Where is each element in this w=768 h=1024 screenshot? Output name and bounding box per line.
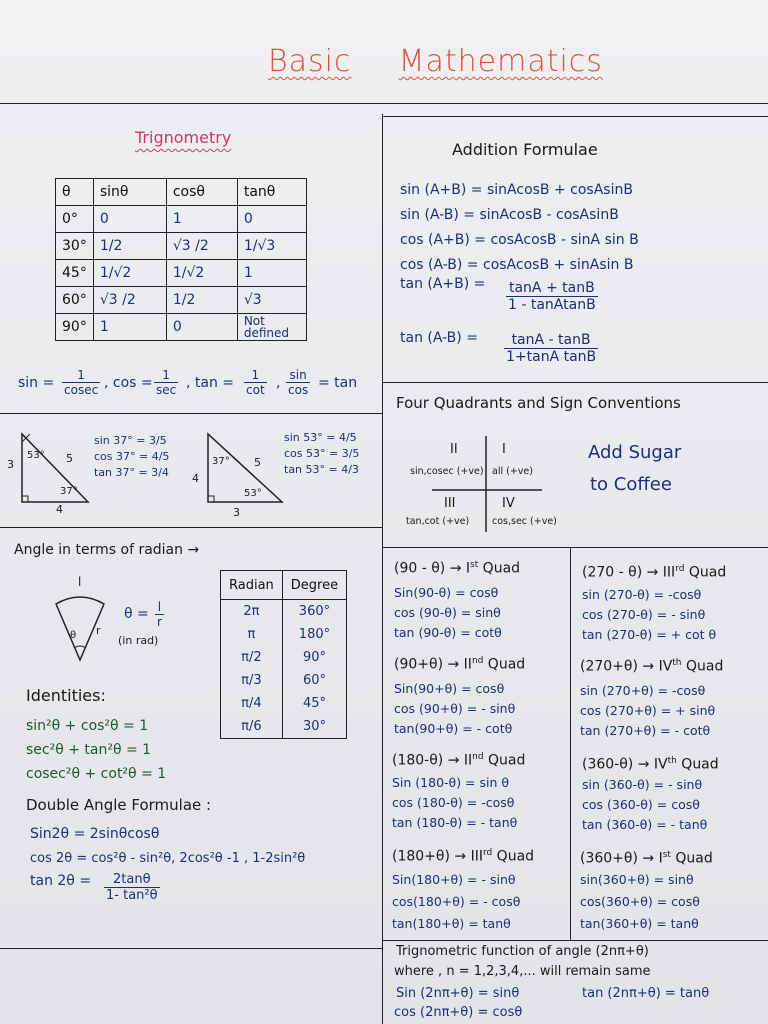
allied-formula: cos (360-θ) = cosθ	[582, 796, 700, 812]
table-row	[221, 600, 347, 624]
double-angle-tan-fraction	[104, 872, 160, 903]
fraction-numerator: l	[155, 600, 164, 615]
divider-quadrants-allied	[382, 547, 768, 548]
quadrant-iii-number: III	[444, 496, 456, 511]
table-cell: 1/√3	[237, 233, 306, 260]
ratio-line: cos 37° = 4/5	[94, 450, 170, 463]
allied-heading: (360-θ) → IVth Quad	[582, 756, 719, 773]
fraction-denominator: cosec	[64, 383, 99, 397]
table-cell: 90°	[282, 646, 346, 669]
table-cell: 0	[237, 206, 306, 233]
table-row	[221, 715, 347, 739]
allied-heading: (90+θ) → IInd Quad	[394, 656, 526, 673]
table-cell: 45°	[282, 692, 346, 715]
table-header-row	[221, 571, 347, 600]
identity-line: sin²θ + cos²θ = 1	[26, 718, 149, 734]
divider-allied-columns	[570, 548, 571, 940]
tan-ratio-fraction	[244, 368, 267, 397]
fraction-denominator: cos	[288, 383, 309, 397]
allied-formula: sin (270+θ) = -cosθ	[580, 682, 706, 698]
allied-formula: tan (180-θ) = - tanθ	[392, 814, 518, 830]
allied-formula: Sin(90-θ) = cosθ	[394, 584, 499, 600]
double-angle-cos: cos 2θ = cos²θ - sin²θ, 2cos²θ -1 , 1-2sin²θ	[30, 851, 306, 866]
fraction-numerator: tanA - tanB	[504, 332, 598, 349]
allied-formula: Sin(90+θ) = cosθ	[394, 680, 505, 696]
sector-angle-arc	[74, 646, 86, 648]
addition-formulas	[400, 178, 639, 278]
ratio-line: cos 53° = 3/5	[284, 447, 360, 460]
allied-heading: (270+θ) → IVth Quad	[580, 658, 724, 675]
allied-formula: cos (90-θ) = sinθ	[394, 604, 501, 620]
allied-formula: Sin (180-θ) = sin θ	[392, 774, 510, 790]
tan-diff-fraction	[504, 332, 598, 365]
sector-angle-label: θ	[70, 630, 77, 641]
sector-arc-label: l	[78, 575, 82, 589]
periodic-line-2: where , n = 1,2,3,4,... will remain same	[394, 964, 651, 979]
table-cell: 1/√2	[93, 260, 166, 287]
table-cell: 1	[237, 260, 306, 287]
table-cell: 1/2	[166, 287, 237, 314]
allied-formula: tan(180+θ) = tanθ	[392, 915, 511, 931]
sin-ratio-label: sin =	[18, 375, 55, 391]
t1-angle-bottom: 37°	[60, 486, 78, 497]
table-header-row	[56, 179, 307, 206]
table-cell: π	[221, 623, 283, 646]
formula-rhs: sinAcosB - cosAsinB	[479, 207, 619, 223]
double-angle-heading: Double Angle Formulae :	[26, 796, 212, 814]
fraction-numerator: 1	[154, 368, 178, 383]
table-cell: Not defined	[237, 314, 306, 341]
formula-lhs: sin (A+B) =	[400, 182, 483, 198]
sin-over-cos-fraction	[286, 368, 310, 397]
allied-heading: (90 - θ) → Ist Quad	[394, 560, 521, 577]
periodic-tan: tan (2nπ+θ) = tanθ	[582, 986, 710, 1001]
table-row	[56, 233, 307, 260]
fraction-denominator: 1 - tanAtanB	[508, 297, 596, 313]
table-cell: 2π	[221, 600, 283, 624]
allied-formula: tan (90-θ) = cotθ	[394, 624, 502, 640]
tan-diff-lhs: tan (A-B) =	[400, 330, 478, 346]
tan-sum-lhs: tan (A+B) =	[400, 276, 486, 292]
t2-ratios	[284, 430, 359, 478]
quadrant-i-number: I	[502, 442, 506, 457]
allied-formula: Sin(180+θ) = - sinθ	[392, 871, 516, 887]
divider-center	[382, 114, 383, 1024]
allied-formula: sin (270-θ) = -cosθ	[582, 586, 702, 602]
table-header-cell: Degree	[282, 571, 346, 600]
formula-rhs: cosAcosB + sinAsin B	[483, 257, 634, 273]
periodic-sin: Sin (2nπ+θ) = sinθ	[396, 986, 520, 1001]
fraction-numerator: 2tanθ	[104, 872, 160, 888]
allied-formula: tan (270+θ) = - cotθ	[580, 722, 711, 738]
allied-angle-block	[394, 560, 520, 643]
double-angle-sin: Sin2θ = 2sinθcosθ	[30, 826, 160, 842]
t1-ratios	[94, 433, 169, 481]
divider-bottom-left	[0, 948, 382, 949]
fraction-numerator: 1	[62, 368, 100, 383]
allied-heading: (270 - θ) → IIIrd Quad	[582, 564, 727, 581]
allied-formula: cos(360+θ) = cosθ	[580, 893, 700, 909]
table-cell: π/4	[221, 692, 283, 715]
fraction-denominator: 1+tanA tanB	[506, 349, 597, 365]
divider-trig-triangles	[0, 413, 382, 414]
table-header-cell: sinθ	[93, 179, 166, 206]
identities-heading: Identities:	[26, 686, 106, 705]
radian-formula-fraction	[155, 600, 164, 629]
table-row	[221, 646, 347, 669]
table-cell: 0°	[56, 206, 94, 233]
quadrant-ii-text: sin,cosec (+ve)	[410, 466, 484, 477]
fraction-denominator: 1- tan²θ	[106, 888, 158, 903]
periodic-line-1: Trignometric function of angle (2nπ+θ)	[396, 944, 649, 959]
t1-side-bottom: 4	[56, 503, 63, 516]
sector-radius-label: r	[96, 624, 101, 637]
identity-line: sec²θ + tan²θ = 1	[26, 742, 152, 758]
allied-angle-block	[582, 756, 719, 835]
allied-formula: cos (270-θ) = - sinθ	[582, 606, 706, 622]
table-row	[56, 287, 307, 314]
table-cell: π/3	[221, 669, 283, 692]
fraction-numerator: tanA + tanB	[506, 280, 598, 297]
table-header-cell: cosθ	[166, 179, 237, 206]
mnemonic-line-2: to Coffee	[590, 474, 672, 495]
divider-top-right	[382, 116, 768, 117]
formula-rhs: sinAcosB + cosAsinB	[486, 182, 633, 198]
divider-triangles-radian	[0, 527, 382, 528]
table-cell: 60°	[282, 669, 346, 692]
addition-heading: Addition Formulae	[452, 140, 598, 159]
quadrant-iv-number: IV	[502, 496, 515, 511]
ratio-line: tan 53° = 4/3	[284, 463, 359, 476]
table-header-cell: Radian	[221, 571, 283, 600]
page-title	[268, 44, 603, 79]
ratio-line: tan 37° = 3/4	[94, 466, 169, 479]
table-row	[56, 314, 307, 341]
table-cell: √3 /2	[93, 287, 166, 314]
radian-formula-lhs: θ =	[124, 606, 149, 622]
trig-heading: Trignometry	[135, 128, 232, 147]
table-cell: 90°	[56, 314, 94, 341]
table-cell: √3 /2	[166, 233, 237, 260]
formula-line	[400, 178, 639, 203]
fraction-denominator: sec	[156, 383, 177, 397]
table-cell: 0	[166, 314, 237, 341]
t2-angle-top: 37°	[212, 456, 230, 467]
table-row	[56, 206, 307, 233]
allied-formula: cos (270+θ) = + sinθ	[580, 702, 716, 718]
formula-lhs: cos (A+B) =	[400, 232, 487, 248]
identity-line: cosec²θ + cot²θ = 1	[26, 766, 167, 782]
table-cell: 45°	[56, 260, 94, 287]
divider-top	[0, 103, 768, 104]
radian-heading: Angle in terms of radian →	[14, 542, 200, 558]
table-cell: 30°	[282, 715, 346, 739]
allied-formula: cos (90+θ) = - sinθ	[394, 700, 516, 716]
allied-angle-block	[580, 850, 713, 935]
title-word-2: Mathematics	[398, 44, 603, 79]
table-cell: 1/2	[93, 233, 166, 260]
allied-angle-block	[392, 752, 525, 833]
table-cell: 180°	[282, 623, 346, 646]
formula-line	[400, 253, 639, 278]
formula-lhs: sin (A-B) =	[400, 207, 476, 223]
formula-lhs: cos (A-B) =	[400, 257, 479, 273]
allied-formula: cos (180-θ) = -cosθ	[392, 794, 515, 810]
periodic-cos: cos (2nπ+θ) = cosθ	[394, 1005, 523, 1020]
radian-degree-table	[220, 570, 347, 739]
ratio-line: sin 37° = 3/5	[94, 434, 167, 447]
allied-heading: (180-θ) → IInd Quad	[392, 752, 526, 769]
quadrant-ii-number: II	[450, 442, 458, 457]
divider-allied-periodic	[382, 940, 768, 941]
table-cell: π/6	[221, 715, 283, 739]
formula-rhs: cosAcosB - sinA sin B	[490, 232, 639, 248]
fraction-numerator: sin	[286, 368, 310, 383]
triangle-37-53	[22, 434, 88, 502]
table-row	[221, 623, 347, 646]
table-cell: 60°	[56, 287, 94, 314]
table-cell: 1/√2	[166, 260, 237, 287]
table-cell: 1	[166, 206, 237, 233]
double-angle-tan-lhs: tan 2θ =	[30, 873, 92, 889]
quadrant-i-text: all (+ve)	[492, 466, 533, 477]
table-cell: 360°	[282, 600, 346, 624]
identities-list	[26, 714, 166, 786]
title-word-1: Basic	[268, 44, 352, 79]
tan-sum-fraction	[506, 280, 598, 313]
formula-line	[400, 228, 639, 253]
allied-angle-block	[582, 564, 726, 645]
table-row	[56, 260, 307, 287]
table-cell: π/2	[221, 646, 283, 669]
allied-formula: cos(180+θ) = - cosθ	[392, 893, 521, 909]
cos-ratio-label: , cos =	[104, 375, 153, 391]
trig-value-table	[55, 178, 307, 341]
cos-ratio-fraction	[154, 368, 178, 397]
table-header-cell: θ	[56, 179, 94, 206]
allied-angle-block	[580, 658, 723, 741]
tan-identity-label: = tan	[318, 375, 358, 391]
formula-line	[400, 203, 639, 228]
table-header-cell: tanθ	[237, 179, 306, 206]
right-angle-mark	[22, 496, 28, 502]
t1-angle-top: 53°	[27, 450, 45, 461]
radian-unit: (in rad)	[118, 634, 159, 647]
quadrants-heading: Four Quadrants and Sign Conventions	[396, 394, 681, 412]
table-cell: 0	[93, 206, 166, 233]
t1-side-left: 3	[7, 458, 14, 471]
fraction-denominator: r	[157, 615, 162, 629]
t2-side-left: 4	[192, 472, 199, 485]
ratio-separator: ,	[276, 375, 281, 391]
mnemonic-line-1: Add Sugar	[588, 442, 682, 463]
right-angle-mark	[208, 496, 214, 502]
t2-side-bottom: 3	[233, 506, 240, 519]
t2-angle-bottom: 53°	[244, 488, 262, 499]
table-cell: √3	[237, 287, 306, 314]
ratio-line: sin 53° = 4/5	[284, 431, 357, 444]
allied-formula: tan(90+θ) = - cotθ	[394, 720, 513, 736]
tan-ratio-label: , tan =	[186, 375, 235, 391]
sin-ratio-fraction	[62, 368, 100, 397]
divider-addition-quadrants	[382, 382, 768, 383]
allied-angle-block	[394, 656, 525, 739]
t2-side-hyp: 5	[254, 456, 261, 469]
fraction-denominator: cot	[246, 383, 265, 397]
quadrant-iv-text: cos,sec (+ve)	[492, 516, 557, 527]
allied-heading: (180+θ) → IIIrd Quad	[392, 848, 535, 865]
table-cell: 30°	[56, 233, 94, 260]
allied-formula: sin(360+θ) = sinθ	[580, 871, 694, 887]
allied-formula: tan (360-θ) = - tanθ	[582, 816, 708, 832]
quadrant-iii-text: tan,cot (+ve)	[406, 516, 470, 527]
fraction-numerator: 1	[244, 368, 267, 383]
table-row	[221, 669, 347, 692]
table-row	[221, 692, 347, 715]
table-cell: 1	[93, 314, 166, 341]
allied-heading: (360+θ) → Ist Quad	[580, 850, 713, 867]
allied-formula: tan(360+θ) = tanθ	[580, 915, 699, 931]
allied-angle-block	[392, 848, 534, 935]
allied-formula: sin (360-θ) = - sinθ	[582, 776, 703, 792]
t1-side-hyp: 5	[66, 452, 73, 465]
allied-formula: tan (270-θ) = + cot θ	[582, 626, 717, 642]
